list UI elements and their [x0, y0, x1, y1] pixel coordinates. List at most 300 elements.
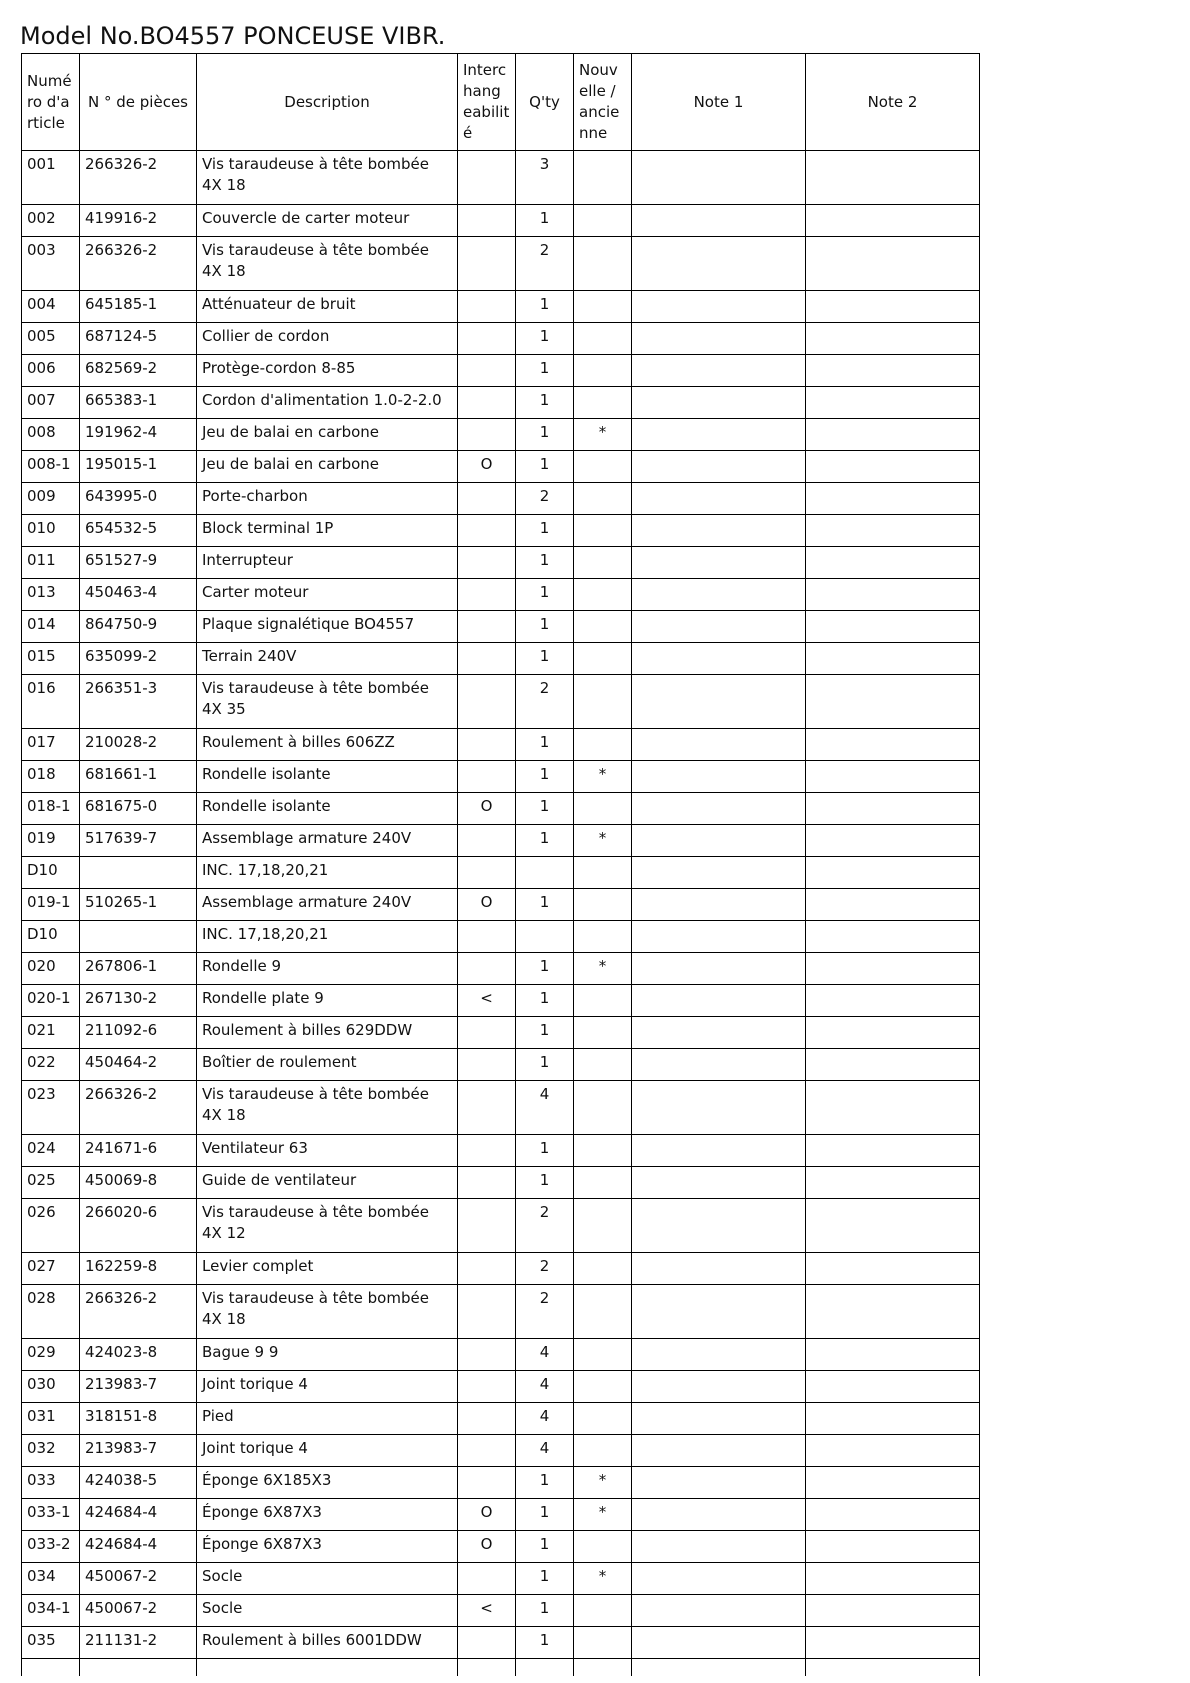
cell-new-old: [574, 237, 632, 291]
cell-note-2: [806, 921, 980, 953]
empty-cell: [632, 1659, 806, 1677]
cell-interchangeability: [458, 387, 516, 419]
cell-quantity: 1: [516, 1049, 574, 1081]
cell-item-number: 001: [22, 151, 80, 205]
cell-note-1: [632, 1339, 806, 1371]
table-row: [22, 1253, 980, 1285]
cell-new-old: [574, 1167, 632, 1199]
cell-description: Protège-cordon 8-85: [197, 355, 458, 387]
cell-part-number: 318151-8: [80, 1403, 197, 1435]
cell-new-old: [574, 1199, 632, 1253]
cell-description: Porte-charbon: [197, 483, 458, 515]
cell-note-2: [806, 985, 980, 1017]
cell-description: Vis taraudeuse à tête bombée 4X 18: [197, 151, 458, 205]
cell-part-number: 450067-2: [80, 1595, 197, 1627]
cell-note-2: [806, 1049, 980, 1081]
cell-note-1: [632, 1017, 806, 1049]
cell-item-number: 028: [22, 1285, 80, 1339]
cell-quantity: 1: [516, 953, 574, 985]
cell-quantity: 1: [516, 387, 574, 419]
cell-item-number: 020: [22, 953, 80, 985]
cell-interchangeability: O: [458, 451, 516, 483]
cell-note-1: [632, 1435, 806, 1467]
cell-part-number: 424023-8: [80, 1339, 197, 1371]
cell-quantity: 1: [516, 323, 574, 355]
cell-item-number: 016: [22, 675, 80, 729]
cell-quantity: 1: [516, 611, 574, 643]
cell-description: Rondelle isolante: [197, 761, 458, 793]
table-row: [22, 1167, 980, 1199]
parts-table: [21, 53, 980, 1676]
cell-new-old: [574, 355, 632, 387]
cell-new-old: [574, 675, 632, 729]
cell-note-1: [632, 387, 806, 419]
cell-item-number: 021: [22, 1017, 80, 1049]
cell-new-old: [574, 323, 632, 355]
cell-quantity: 1: [516, 1499, 574, 1531]
cell-quantity: 1: [516, 1563, 574, 1595]
cell-interchangeability: [458, 1467, 516, 1499]
column-header-description: Description: [197, 54, 458, 151]
cell-description: Éponge 6X87X3: [197, 1531, 458, 1563]
cell-part-number: 681661-1: [80, 761, 197, 793]
table-row: [22, 643, 980, 675]
cell-note-1: [632, 1531, 806, 1563]
cell-note-2: [806, 515, 980, 547]
cell-description: Atténuateur de bruit: [197, 291, 458, 323]
cell-note-1: [632, 1627, 806, 1659]
cell-interchangeability: [458, 1403, 516, 1435]
cell-part-number: [80, 921, 197, 953]
cell-item-number: 010: [22, 515, 80, 547]
cell-item-number: 002: [22, 205, 80, 237]
cell-description: Couvercle de carter moteur: [197, 205, 458, 237]
cell-new-old: [574, 611, 632, 643]
cell-quantity: 2: [516, 1199, 574, 1253]
cell-note-1: [632, 355, 806, 387]
cell-quantity: 4: [516, 1371, 574, 1403]
cell-new-old: [574, 793, 632, 825]
cell-item-number: 009: [22, 483, 80, 515]
cell-note-2: [806, 205, 980, 237]
cell-description: Collier de cordon: [197, 323, 458, 355]
cell-interchangeability: [458, 205, 516, 237]
table-row: [22, 451, 980, 483]
cell-interchangeability: [458, 761, 516, 793]
cell-new-old: [574, 1403, 632, 1435]
cell-quantity: 1: [516, 1595, 574, 1627]
cell-quantity: 1: [516, 1467, 574, 1499]
cell-part-number: 665383-1: [80, 387, 197, 419]
cell-interchangeability: [458, 611, 516, 643]
cell-description: Terrain 240V: [197, 643, 458, 675]
cell-quantity: 1: [516, 985, 574, 1017]
cell-note-2: [806, 291, 980, 323]
cell-new-old: [574, 1135, 632, 1167]
cell-quantity: 2: [516, 1253, 574, 1285]
cell-quantity: 1: [516, 761, 574, 793]
empty-cell: [22, 1659, 80, 1677]
cell-item-number: 014: [22, 611, 80, 643]
cell-new-old: [574, 151, 632, 205]
cell-note-1: [632, 451, 806, 483]
cell-note-2: [806, 1253, 980, 1285]
cell-description: Socle: [197, 1595, 458, 1627]
cell-part-number: 864750-9: [80, 611, 197, 643]
cell-note-2: [806, 1467, 980, 1499]
cell-new-old: [574, 889, 632, 921]
cell-item-number: D10: [22, 857, 80, 889]
cell-new-old: [574, 1627, 632, 1659]
cell-new-old: [574, 985, 632, 1017]
cell-note-1: [632, 1253, 806, 1285]
cell-part-number: 419916-2: [80, 205, 197, 237]
cell-new-old: [574, 1339, 632, 1371]
cell-description: Jeu de balai en carbone: [197, 451, 458, 483]
cell-item-number: 029: [22, 1339, 80, 1371]
cell-note-1: [632, 761, 806, 793]
cell-part-number: 635099-2: [80, 643, 197, 675]
cell-description: Assemblage armature 240V: [197, 825, 458, 857]
cell-part-number: 450463-4: [80, 579, 197, 611]
cell-new-old: [574, 205, 632, 237]
cell-note-1: [632, 1049, 806, 1081]
column-header-interchangeability: Interc hang eabilit é: [458, 54, 516, 151]
cell-note-2: [806, 1167, 980, 1199]
cell-item-number: 018-1: [22, 793, 80, 825]
cell-description: Levier complet: [197, 1253, 458, 1285]
cell-part-number: 211092-6: [80, 1017, 197, 1049]
cell-quantity: 1: [516, 1017, 574, 1049]
table-row: [22, 1339, 980, 1371]
cell-note-2: [806, 761, 980, 793]
cell-part-number: 266326-2: [80, 237, 197, 291]
cell-new-old: *: [574, 1563, 632, 1595]
cell-interchangeability: [458, 1627, 516, 1659]
cell-quantity: 2: [516, 1285, 574, 1339]
cell-note-2: [806, 1595, 980, 1627]
cell-part-number: 654532-5: [80, 515, 197, 547]
cell-interchangeability: [458, 1081, 516, 1135]
cell-description: Block terminal 1P: [197, 515, 458, 547]
table-row: [22, 825, 980, 857]
cell-description: Vis taraudeuse à tête bombée 4X 18: [197, 237, 458, 291]
cell-interchangeability: [458, 825, 516, 857]
cell-part-number: 424684-4: [80, 1499, 197, 1531]
cell-note-2: [806, 1403, 980, 1435]
cell-note-1: [632, 889, 806, 921]
cell-quantity: 1: [516, 205, 574, 237]
cell-item-number: D10: [22, 921, 80, 953]
cell-item-number: 005: [22, 323, 80, 355]
cell-part-number: 681675-0: [80, 793, 197, 825]
cell-note-2: [806, 1499, 980, 1531]
cell-description: Vis taraudeuse à tête bombée 4X 35: [197, 675, 458, 729]
cell-note-1: [632, 1563, 806, 1595]
cell-quantity: 2: [516, 483, 574, 515]
cell-description: Plaque signalétique BO4557: [197, 611, 458, 643]
cell-note-1: [632, 1371, 806, 1403]
cell-interchangeability: [458, 547, 516, 579]
table-row: [22, 857, 980, 889]
cell-note-1: [632, 643, 806, 675]
table-row: [22, 323, 980, 355]
cell-item-number: 027: [22, 1253, 80, 1285]
cell-new-old: [574, 1285, 632, 1339]
table-row: [22, 953, 980, 985]
cell-interchangeability: O: [458, 889, 516, 921]
cell-description: Interrupteur: [197, 547, 458, 579]
table-row: [22, 1595, 980, 1627]
cell-item-number: 004: [22, 291, 80, 323]
cell-part-number: 517639-7: [80, 825, 197, 857]
table-row: [22, 205, 980, 237]
cell-interchangeability: [458, 355, 516, 387]
cell-part-number: 266351-3: [80, 675, 197, 729]
cell-note-2: [806, 387, 980, 419]
cell-item-number: 034: [22, 1563, 80, 1595]
cell-item-number: 031: [22, 1403, 80, 1435]
cell-interchangeability: [458, 1017, 516, 1049]
cell-description: Éponge 6X87X3: [197, 1499, 458, 1531]
cell-item-number: 033-1: [22, 1499, 80, 1531]
cell-description: Assemblage armature 240V: [197, 889, 458, 921]
cell-part-number: 266326-2: [80, 151, 197, 205]
cell-part-number: 687124-5: [80, 323, 197, 355]
cell-item-number: 008-1: [22, 451, 80, 483]
cell-part-number: 241671-6: [80, 1135, 197, 1167]
cell-new-old: [574, 547, 632, 579]
cell-interchangeability: <: [458, 1595, 516, 1627]
cell-description: Vis taraudeuse à tête bombée 4X 18: [197, 1081, 458, 1135]
cell-note-2: [806, 889, 980, 921]
cell-note-1: [632, 1595, 806, 1627]
cell-item-number: 032: [22, 1435, 80, 1467]
cell-interchangeability: [458, 729, 516, 761]
table-row: [22, 889, 980, 921]
cell-interchangeability: O: [458, 793, 516, 825]
table-row: [22, 1285, 980, 1339]
cell-item-number: 019-1: [22, 889, 80, 921]
cell-new-old: *: [574, 419, 632, 451]
cell-item-number: 024: [22, 1135, 80, 1167]
cell-note-2: [806, 1627, 980, 1659]
cell-interchangeability: O: [458, 1531, 516, 1563]
cell-note-2: [806, 237, 980, 291]
cell-part-number: 266020-6: [80, 1199, 197, 1253]
cell-item-number: 006: [22, 355, 80, 387]
cell-description: Rondelle plate 9: [197, 985, 458, 1017]
cell-part-number: 266326-2: [80, 1285, 197, 1339]
cell-note-2: [806, 1017, 980, 1049]
cell-description: Bague 9 9: [197, 1339, 458, 1371]
cell-quantity: 3: [516, 151, 574, 205]
empty-cell: [574, 1659, 632, 1677]
cell-interchangeability: [458, 151, 516, 205]
cell-interchangeability: [458, 1339, 516, 1371]
cell-quantity: 1: [516, 1167, 574, 1199]
cell-new-old: [574, 1017, 632, 1049]
cell-note-2: [806, 1371, 980, 1403]
column-header-item-number: Numé ro d'a rticle: [22, 54, 80, 151]
cell-new-old: [574, 387, 632, 419]
column-header-note-2: Note 2: [806, 54, 980, 151]
cell-quantity: 4: [516, 1403, 574, 1435]
cell-part-number: 450067-2: [80, 1563, 197, 1595]
parts-table-body: [22, 151, 980, 1677]
cell-quantity: 4: [516, 1081, 574, 1135]
cell-interchangeability: [458, 675, 516, 729]
cell-interchangeability: [458, 1253, 516, 1285]
cell-note-2: [806, 419, 980, 451]
cell-description: INC. 17,18,20,21: [197, 857, 458, 889]
cell-item-number: 018: [22, 761, 80, 793]
cell-note-1: [632, 1081, 806, 1135]
cell-note-1: [632, 151, 806, 205]
cell-note-2: [806, 611, 980, 643]
cell-note-1: [632, 291, 806, 323]
cell-item-number: 003: [22, 237, 80, 291]
cell-note-1: [632, 611, 806, 643]
cell-note-1: [632, 953, 806, 985]
cell-part-number: 510265-1: [80, 889, 197, 921]
cell-note-1: [632, 729, 806, 761]
cell-part-number: 267806-1: [80, 953, 197, 985]
cell-item-number: 015: [22, 643, 80, 675]
cell-note-1: [632, 419, 806, 451]
cell-description: Rondelle 9: [197, 953, 458, 985]
cell-quantity: 2: [516, 675, 574, 729]
cell-note-2: [806, 151, 980, 205]
cell-quantity: 1: [516, 419, 574, 451]
cell-new-old: [574, 1595, 632, 1627]
cell-new-old: [574, 921, 632, 953]
cell-item-number: 022: [22, 1049, 80, 1081]
table-row: [22, 1531, 980, 1563]
cell-note-1: [632, 237, 806, 291]
cell-note-1: [632, 1199, 806, 1253]
cell-new-old: [574, 483, 632, 515]
empty-cell: [516, 1659, 574, 1677]
cell-interchangeability: [458, 579, 516, 611]
table-row: [22, 1403, 980, 1435]
table-row: [22, 1081, 980, 1135]
table-row: [22, 151, 980, 205]
cell-quantity: 4: [516, 1435, 574, 1467]
cell-part-number: 211131-2: [80, 1627, 197, 1659]
cell-description: Roulement à billes 629DDW: [197, 1017, 458, 1049]
cell-note-2: [806, 1135, 980, 1167]
empty-cell: [806, 1659, 980, 1677]
cell-note-1: [632, 1135, 806, 1167]
cell-item-number: 019: [22, 825, 80, 857]
cell-interchangeability: [458, 1371, 516, 1403]
cell-quantity: 4: [516, 1339, 574, 1371]
cell-interchangeability: [458, 1563, 516, 1595]
cell-interchangeability: [458, 1135, 516, 1167]
cell-part-number: 162259-8: [80, 1253, 197, 1285]
table-row: [22, 387, 980, 419]
cell-new-old: *: [574, 761, 632, 793]
cell-item-number: 030: [22, 1371, 80, 1403]
cell-item-number: 013: [22, 579, 80, 611]
cell-description: Roulement à billes 6001DDW: [197, 1627, 458, 1659]
cell-quantity: 1: [516, 579, 574, 611]
cell-item-number: 008: [22, 419, 80, 451]
cell-interchangeability: O: [458, 1499, 516, 1531]
cell-quantity: 1: [516, 1531, 574, 1563]
cell-item-number: 017: [22, 729, 80, 761]
cell-note-2: [806, 1339, 980, 1371]
cell-note-1: [632, 1467, 806, 1499]
cell-quantity: [516, 921, 574, 953]
cell-interchangeability: [458, 857, 516, 889]
cell-note-1: [632, 323, 806, 355]
cell-new-old: [574, 1371, 632, 1403]
cell-part-number: 195015-1: [80, 451, 197, 483]
cell-note-2: [806, 451, 980, 483]
cell-new-old: [574, 643, 632, 675]
cell-new-old: *: [574, 953, 632, 985]
cell-interchangeability: [458, 1435, 516, 1467]
table-row: [22, 237, 980, 291]
cell-part-number: 651527-9: [80, 547, 197, 579]
cell-new-old: [574, 1253, 632, 1285]
table-row: [22, 515, 980, 547]
cell-note-2: [806, 643, 980, 675]
cell-note-1: [632, 793, 806, 825]
cell-note-2: [806, 323, 980, 355]
table-row-continuation: [22, 1659, 980, 1677]
table-row: [22, 1017, 980, 1049]
cell-note-1: [632, 547, 806, 579]
cell-quantity: 1: [516, 889, 574, 921]
cell-note-1: [632, 1285, 806, 1339]
page-title: Model No.BO4557 PONCEUSE VIBR.: [20, 22, 446, 50]
table-row: [22, 419, 980, 451]
cell-description: Vis taraudeuse à tête bombée 4X 12: [197, 1199, 458, 1253]
cell-new-old: [574, 1435, 632, 1467]
cell-note-1: [632, 1499, 806, 1531]
cell-interchangeability: [458, 323, 516, 355]
table-row: [22, 355, 980, 387]
cell-note-2: [806, 825, 980, 857]
table-row: [22, 985, 980, 1017]
cell-new-old: [574, 451, 632, 483]
table-row: [22, 483, 980, 515]
cell-item-number: 033-2: [22, 1531, 80, 1563]
cell-new-old: [574, 729, 632, 761]
cell-description: Boîtier de roulement: [197, 1049, 458, 1081]
column-header-note-1: Note 1: [632, 54, 806, 151]
cell-part-number: [80, 857, 197, 889]
column-header-quantity: Q'ty: [516, 54, 574, 151]
table-row: [22, 579, 980, 611]
cell-item-number: 020-1: [22, 985, 80, 1017]
cell-note-2: [806, 953, 980, 985]
cell-note-1: [632, 857, 806, 889]
cell-new-old: [574, 579, 632, 611]
column-header-new-old: Nouv elle / ancie nne: [574, 54, 632, 151]
table-row: [22, 1049, 980, 1081]
cell-interchangeability: [458, 1199, 516, 1253]
cell-note-1: [632, 1167, 806, 1199]
cell-quantity: 1: [516, 291, 574, 323]
cell-interchangeability: <: [458, 985, 516, 1017]
cell-item-number: 007: [22, 387, 80, 419]
cell-description: Roulement à billes 606ZZ: [197, 729, 458, 761]
cell-part-number: 267130-2: [80, 985, 197, 1017]
